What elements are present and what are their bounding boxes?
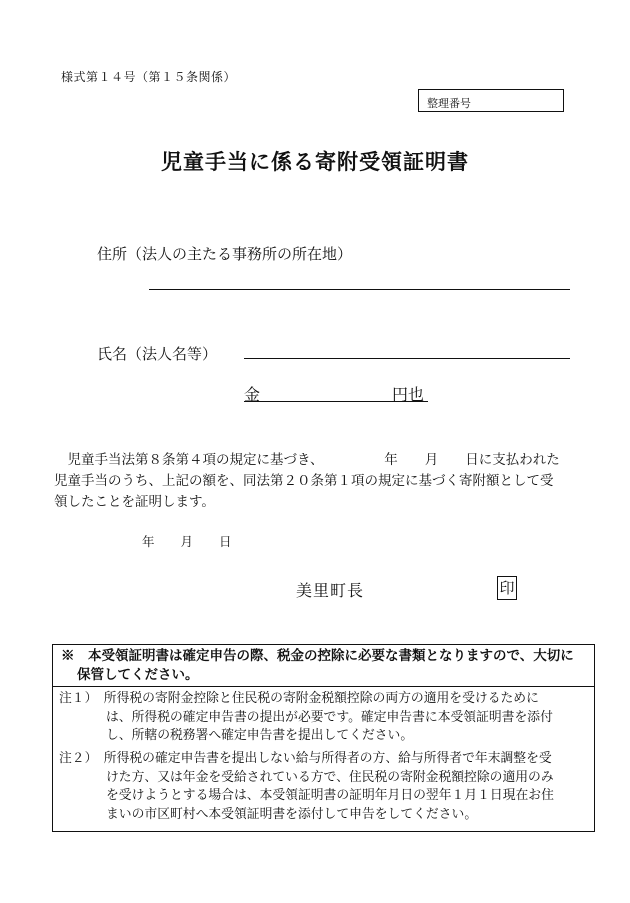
note-line: を受けようとする場合は、本受領証明書の証明年月日の翌年１月１日現在お住: [106, 788, 554, 803]
address-field-line[interactable]: [149, 289, 570, 290]
name-field-line[interactable]: [244, 358, 570, 359]
seal-mark: 印: [497, 576, 517, 600]
mayor-title: 美里町長: [296, 581, 365, 600]
note-2: [59, 750, 554, 824]
notice-headline: [53, 645, 594, 687]
issue-date: [142, 532, 258, 550]
note-line: まいの市区町村へ本受領証明書を添付して申告をしてください。: [106, 806, 478, 822]
address-label: 住所（法人の主たる事務所の所在地）: [97, 245, 353, 263]
note-line: 注１） 所得税の寄附金控除と住民税の寄附金税額控除の両方の適用を受けるために: [59, 691, 539, 706]
date-day: 日: [219, 534, 232, 549]
certification-line: 児童手当法第８条第４項の規定に基づき、 年 月 日に支払われた: [54, 452, 560, 468]
note-line: 注２） 所得税の確定申告書を提出しない給与所得者の方、給与所得者で年末調整を受: [59, 751, 552, 766]
date-year: 年: [142, 534, 155, 549]
notice-headline-line: ※ 本受領証明書は確定申告の際、税金の控除に必要な書類となりますので、大切に: [61, 648, 574, 664]
amount-field-line[interactable]: [244, 401, 428, 402]
reference-number-label: 整理番号: [427, 97, 471, 110]
reference-number-box[interactable]: [418, 89, 564, 112]
amount-suffix: 円也: [392, 385, 425, 404]
note-1: [59, 690, 553, 746]
name-label: 氏名（法人名等）: [97, 345, 218, 363]
note-line: けた方、又は年金を受給されている方で、住民税の寄附金税額控除の適用のみ: [106, 769, 554, 785]
document-title: 児童手当に係る寄附受領証明書: [161, 149, 469, 174]
notice-box: [52, 644, 595, 832]
note-line: し、所轄の税務署へ確定申告書を提出してください。: [106, 728, 414, 743]
notice-headline-line: 保管してください。: [77, 667, 199, 683]
amount-prefix: 金: [244, 385, 261, 404]
certification-text: [54, 450, 584, 513]
note-line: は、所得税の確定申告書の提出が必要です。確定申告書に本受領証明書を添付: [106, 709, 553, 725]
form-number: 様式第１４号（第１５条関係）: [61, 70, 237, 84]
certification-line: 児童手当のうち、上記の額を、同法第２０条第１項の規定に基づく寄附額として受: [54, 473, 554, 489]
date-month: 月: [180, 534, 194, 549]
certification-line: 領したことを証明します。: [54, 494, 215, 510]
